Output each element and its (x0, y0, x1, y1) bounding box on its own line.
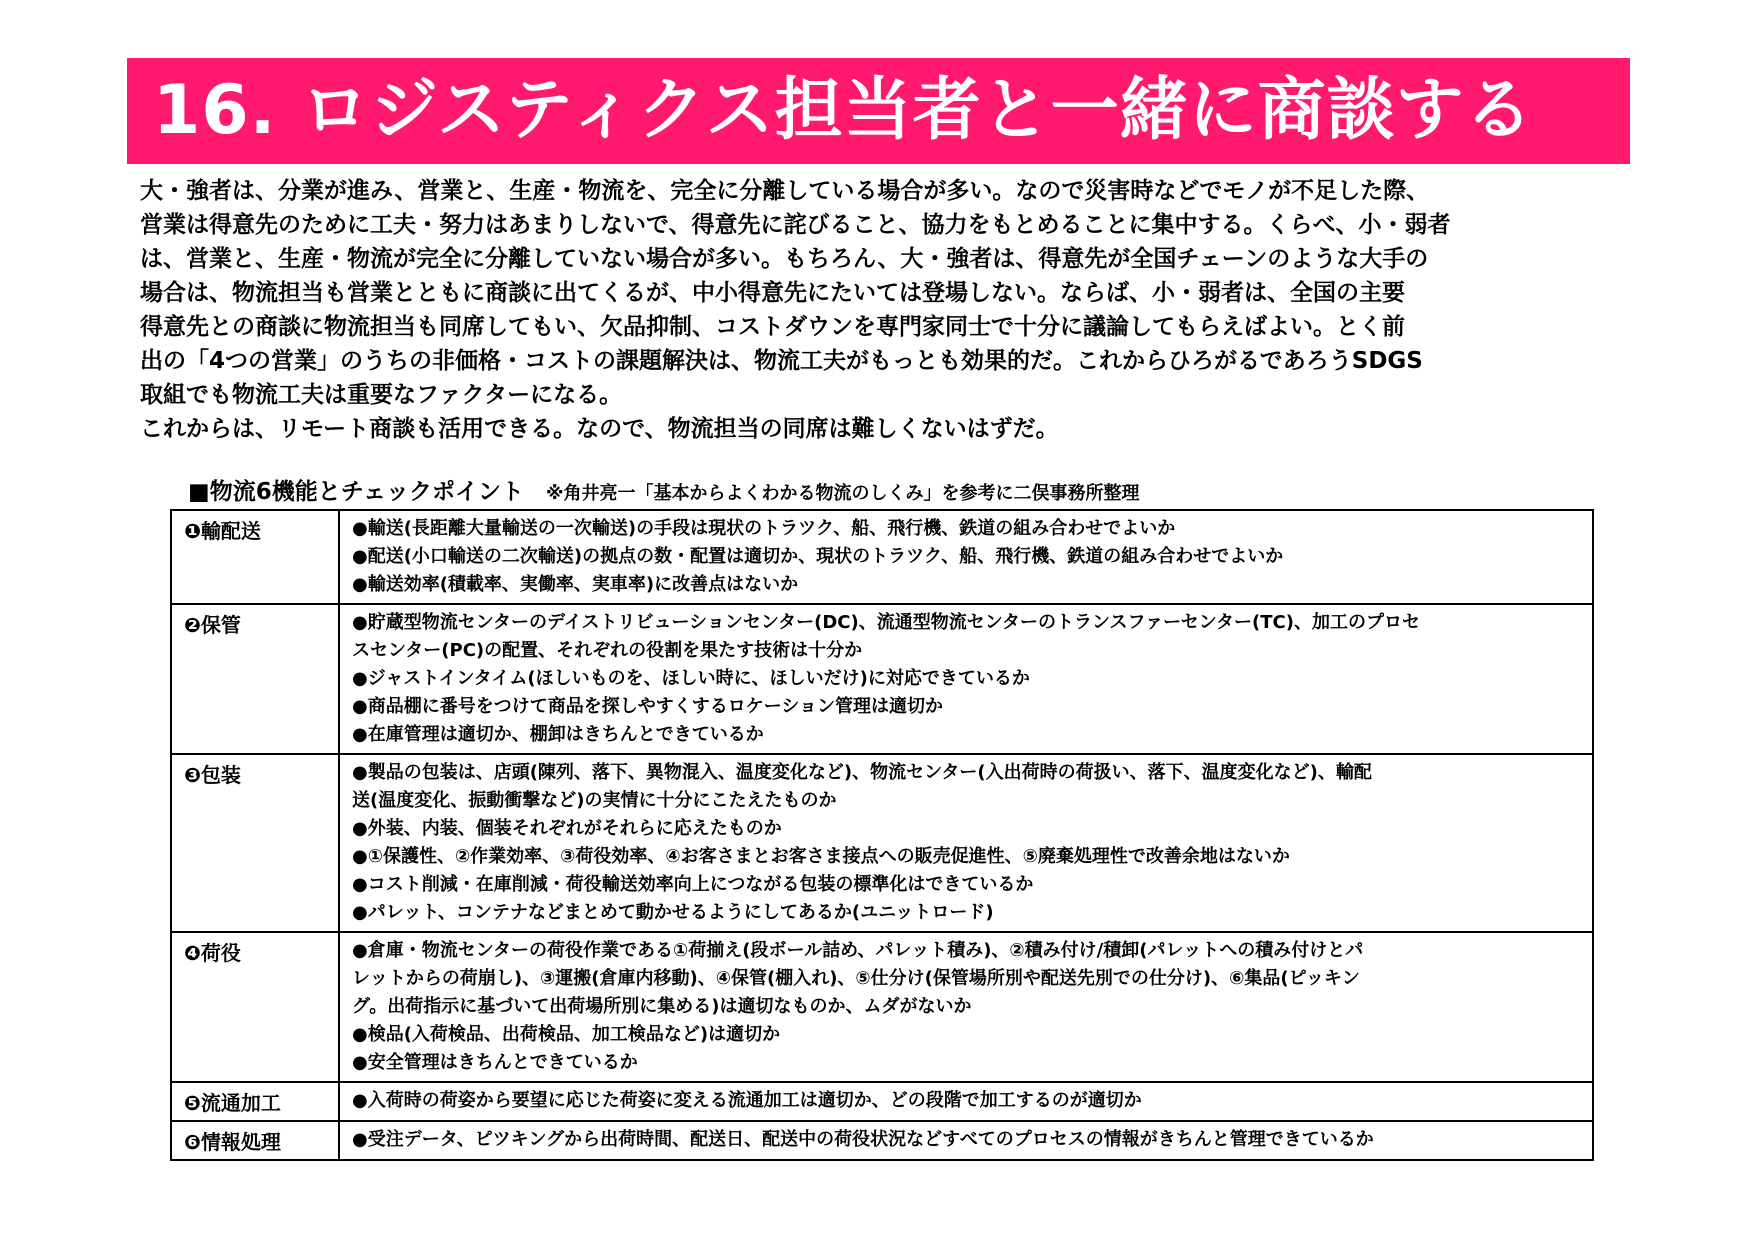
function-name: ❷保管 (171, 604, 339, 754)
check-point-item: 送(温度変化、振動衝撃など)の実情に十分にこたえたものか (352, 790, 837, 811)
table-heading-title: ■物流6機能とチェックポイント (188, 479, 525, 505)
function-name: ❻情報処理 (171, 1121, 339, 1160)
table-row (171, 1082, 1593, 1121)
intro-line: 得意先との商談に物流担当も同席してもい、欠品抑制、コストダウンを専門家同士で十分に議論してもらえばよい。とく前 (140, 314, 1405, 340)
check-point-item: スセンター(PC)の配置、それぞれの役割を果たす技術は十分か (352, 640, 863, 661)
table-heading-source-note: ※角井亮一「基本からよくわかる物流のしくみ」を参考に二俣事務所整理 (546, 483, 1140, 504)
check-point-item: ●輸送(長距離大量輸送の一次輸送)の手段は現状のトラツク、船、飛行機、鉄道の組み合わせでよいか (352, 518, 1176, 539)
check-point-item: ●配送(小口輸送の二次輸送)の拠点の数・配置は適切か、現状のトラツク、船、飛行機、鉄道の組み合わせでよいか (352, 546, 1284, 567)
table-heading (188, 473, 1140, 506)
check-point-item: ●輸送効率(積載率、実働率、実車率)に改善点はないか (352, 574, 799, 595)
check-point-item: ●検品(入荷検品、出荷検品、加工検品など)は適切か (352, 1024, 781, 1045)
logistics-functions-table (170, 509, 1594, 1161)
check-points (339, 510, 1593, 604)
table-row (171, 510, 1593, 604)
intro-line: 出の「4つの営業」のうちの非価格・コストの課題解決は、物流工夫がもっとも効果的だ。これからひろがるであろうSDGS (140, 348, 1423, 374)
intro-line: 場合は、物流担当も営業とともに商談に出てくるが、中小得意先にたいては登場しない。ならば、小・弱者は、全国の主要 (140, 280, 1405, 306)
check-point-item: レットからの荷崩し)、③運搬(倉庫内移動)、④保管(棚入れ)、⑤仕分け(保管場所別や配送先別での仕分け)、⑥集品(ピッキン (352, 968, 1360, 989)
check-point-item: ●倉庫・物流センターの荷役作業である①荷揃え(段ボール詰め、パレット積み)、②積み付け/積卸(パレットへの積み付けとパ (352, 940, 1364, 961)
function-name: ❸包装 (171, 754, 339, 932)
check-point-item: ●商品棚に番号をつけて商品を探しやすくするロケーション管理は適切か (352, 696, 943, 717)
check-point-item: ●パレット、コンテナなどまとめて動かせるようにしてあるか(ユニットロード) (352, 902, 994, 923)
check-point-item: グ。出荷指示に基づいて出荷場所別に集める)は適切なものか、ムダがないか (352, 996, 972, 1017)
check-point-item: ●コスト削減・在庫削減・荷役輸送効率向上につながる包装の標準化はできているか (352, 874, 1034, 895)
check-point-item: ●製品の包装は、店頭(陳列、落下、異物混入、温度変化など)、物流センター(入出荷時の荷扱い、落下、温度変化など)、輸配 (352, 762, 1372, 783)
check-point-item: ●貯蔵型物流センターのデイストリビューションセンター(DC)、流通型物流センターのトランスファーセンター(TC)、加工のプロセ (352, 612, 1420, 633)
intro-line: は、営業と、生産・物流が完全に分離していない場合が多い。もちろん、大・強者は、得意先が全国チェーンのような大手の (140, 246, 1429, 272)
intro-line: 取組でも物流工夫は重要なファクターになる。 (140, 382, 623, 408)
check-points (339, 754, 1593, 932)
check-points (339, 1121, 1593, 1160)
check-point-item: ●入荷時の荷姿から要望に応じた荷姿に変える流通加工は適切か、どの段階で加工するのが適切か (352, 1090, 1142, 1111)
check-point-item: ●在庫管理は適切か、棚卸はきちんとできているか (352, 724, 764, 745)
intro-line: これからは、リモート商談も活用できる。なので、物流担当の同席は難しくないはずだ。 (140, 416, 1059, 442)
intro-paragraph (140, 174, 1620, 446)
function-name: ❹荷役 (171, 932, 339, 1082)
check-point-item: ●安全管理はきちんとできているか (352, 1052, 638, 1073)
check-point-item: ●①保護性、②作業効率、③荷役効率、④お客さまとお客さま接点への販売促進性、⑤廃棄処理性で改善余地はないか (352, 846, 1290, 867)
function-name: ❺流通加工 (171, 1082, 339, 1121)
function-name: ❶輸配送 (171, 510, 339, 604)
intro-line: 営業は得意先のために工夫・努力はあまりしないで、得意先に詫びること、協力をもとめることに集中する。くらべ、小・弱者 (140, 212, 1451, 238)
check-points (339, 932, 1593, 1082)
table-row (171, 1121, 1593, 1160)
page-title: 16. ロジスティクス担当者と一緒に商談する (153, 71, 1534, 150)
check-point-item: ●ジャストインタイム(ほしいものを、ほしい時に、ほしいだけ)に対応できているか (352, 668, 1030, 689)
intro-line: 大・強者は、分業が進み、営業と、生産・物流を、完全に分離している場合が多い。なので災害時などでモノが不足した際、 (140, 178, 1430, 204)
check-point-item: ●受注データ、ピツキングから出荷時間、配送日、配送中の荷役状況などすべてのプロセスの情報がきちんと管理できているか (352, 1129, 1374, 1150)
title-banner (127, 58, 1630, 164)
table-row (171, 754, 1593, 932)
table-row (171, 604, 1593, 754)
check-points (339, 604, 1593, 754)
check-points (339, 1082, 1593, 1121)
check-point-item: ●外装、内装、個装それぞれがそれらに応えたものか (352, 818, 782, 839)
table-row (171, 932, 1593, 1082)
